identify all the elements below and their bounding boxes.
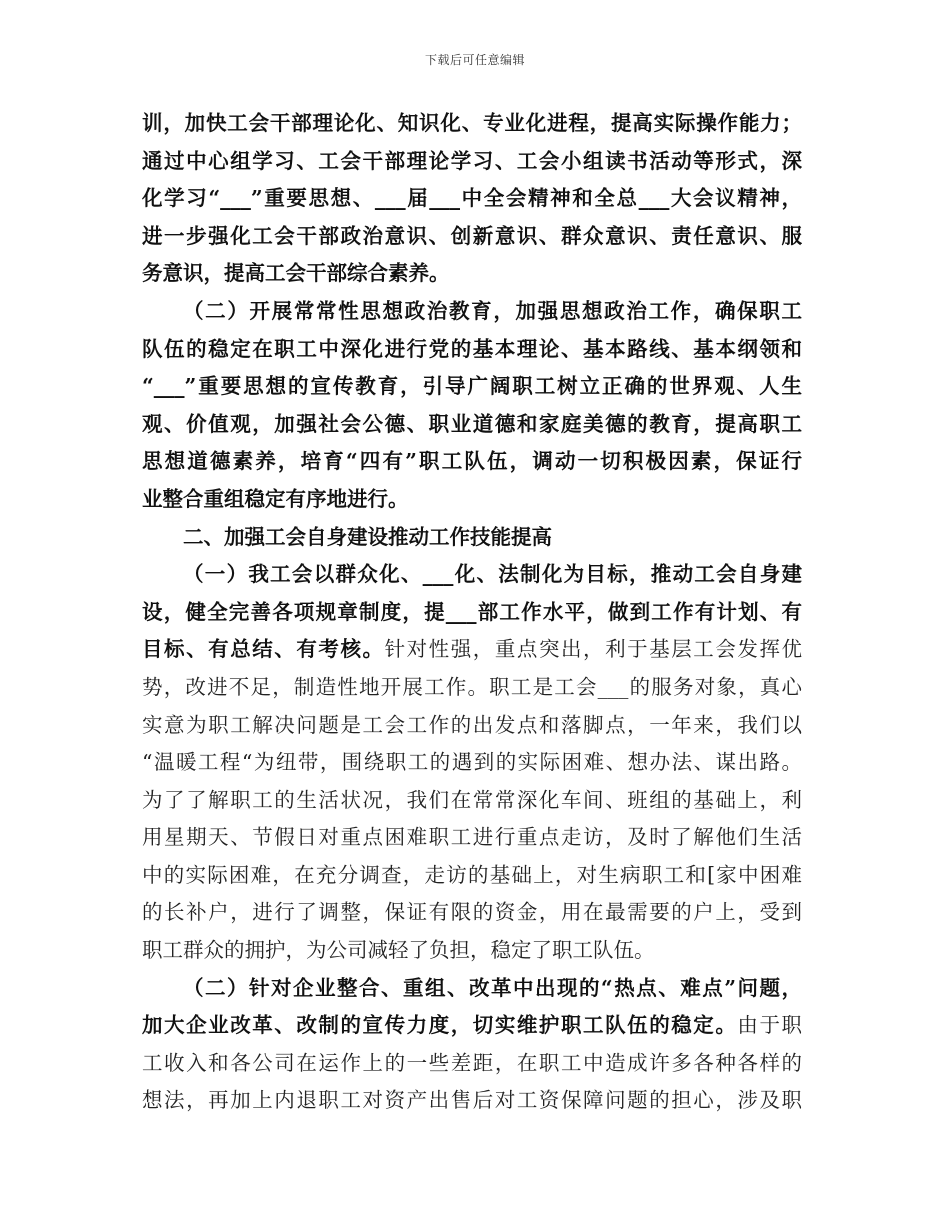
text-line-mixed (142, 631, 802, 669)
text-line: 队伍的稳定在职工中深化进行党的基本理论、基本路线、基本纲领和 (142, 336, 802, 361)
text-line: 势，改进不足，制造性地开展工作。职工是工会___的服务对象，真心 (142, 674, 802, 699)
text-line: 业整合重组稳定有序地进行。 (142, 486, 409, 511)
text-line: “___”重要思想的宣传教育，引导广阔职工树立正确的世界观、人生 (142, 374, 802, 399)
text-line: 通过中心组学习、工会干部理论学习、工会小组读书活动等形式，深 (142, 148, 802, 173)
text-line: 的长补户，进行了调整，保证有限的资金，用在最需要的户上，受到 (142, 900, 802, 925)
text-line: 想法，再加上内退职工对资产出售后对工资保障问题的担心，涉及职 (142, 1088, 802, 1113)
normal-segment: 由于职 (737, 1013, 803, 1038)
document-body (142, 105, 802, 1120)
text-line-mixed (142, 1007, 802, 1045)
text-line: 观、价值观，加强社会公德、职业道德和家庭美德的教育，提高职工 (142, 411, 802, 436)
bold-segment: 目标、有总结、有考核。 (142, 637, 385, 662)
page-header-note: 下载后可任意编辑 (424, 53, 525, 67)
text-line: 工收入和各公司在运作上的一些差距，在职工中造成许多各种各样的 (142, 1050, 802, 1075)
paragraph-start: （二）开展常常性思想政治教育，加强思想政治工作，确保职工 (183, 298, 802, 323)
text-line: 化学习“___”重要思想、___届___中全会精神和全总___大会议精神， (142, 186, 802, 211)
text-line: 实意为职工解决问题是工会工作的出发点和落脚点，一年来，我们以 (142, 712, 802, 737)
text-line: “温暖工程“为纽带，围绕职工的遇到的实际困难、想办法、谋出路。 (142, 750, 802, 775)
normal-segment: 针对性强，重点突出，利于基层工会发挥优 (384, 637, 803, 662)
text-line: 进一步强化工会干部政治意识、创新意识、群众意识、责任意识、服 (142, 223, 802, 248)
paragraph-start: （一）我工会以群众化、___化、法制化为目标，推动工会自身建 (183, 562, 802, 587)
text-line: 训，加快工会干部理论化、知识化、专业化进程，提高实际操作能力； (142, 111, 802, 135)
text-line: 用星期天、节假日对重点困难职工进行重点走访，及时了解他们生活 (142, 825, 802, 850)
text-line: 职工群众的拥护，为公司减轻了负担，稳定了职工队伍。 (142, 938, 655, 963)
paragraph-start: （二）针对企业整合、重组、改革中出现的“热点、难点”问题， (183, 975, 802, 1000)
text-line: 为了了解职工的生活状况，我们在常常深化车间、班组的基础上，利 (142, 787, 802, 812)
text-line: 务意识，提高工会干部综合素养。 (142, 261, 450, 286)
bold-segment: 加大企业改革、改制的宣传力度，切实维护职工队伍的稳定。 (142, 1013, 738, 1038)
text-line: 设，健全完善各项规章制度，提___部工作水平，做到工作有计划、有 (142, 599, 802, 624)
section-heading: 二、加强工会自身建设推动工作技能提高 (183, 524, 552, 549)
text-line: 思想道德素养，培育“四有”职工队伍，调动一切积极因素，保证行 (142, 449, 802, 474)
text-line: 中的实际困难，在充分调查，走访的基础上，对生病职工和[家中困难 (142, 862, 802, 887)
